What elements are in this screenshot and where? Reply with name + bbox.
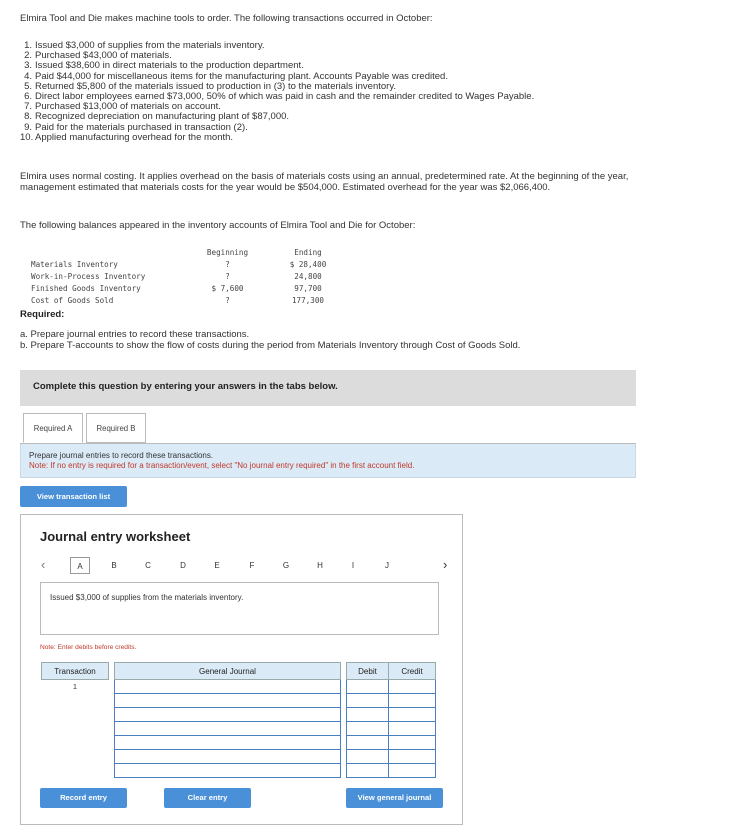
transaction-item: 9. Paid for the materials purchased in transaction (2).	[24, 121, 248, 133]
credit-column-header: Credit	[389, 663, 436, 680]
page-e[interactable]: E	[214, 561, 220, 570]
journal-entry-worksheet	[20, 514, 463, 825]
debit-input[interactable]	[347, 722, 389, 736]
debit-column-header: Debit	[347, 663, 389, 680]
credit-input[interactable]	[389, 764, 436, 778]
account-input[interactable]	[115, 680, 341, 694]
tab-required-b[interactable]: Required B	[86, 413, 146, 443]
page-d[interactable]: D	[180, 561, 186, 570]
table-row	[42, 736, 436, 750]
view-transaction-list-button[interactable]: View transaction list	[20, 486, 127, 507]
debits-note: Note: Enter debits before credits.	[40, 644, 137, 651]
debit-input[interactable]	[347, 750, 389, 764]
required-items	[20, 330, 520, 351]
page-j[interactable]: J	[385, 561, 389, 570]
page-a[interactable]: A	[70, 557, 90, 574]
chevron-right-icon[interactable]: ›	[443, 557, 448, 572]
page-c[interactable]: C	[145, 561, 151, 570]
account-input[interactable]	[115, 708, 341, 722]
transaction-item: 4. Paid $44,000 for miscellaneous items for the manufacturing plant. Accounts Payable was credited.	[24, 70, 448, 82]
journal-header-row	[42, 663, 436, 680]
table-row	[42, 764, 436, 778]
balances-table	[29, 246, 350, 308]
balances-intro: The following balances appeared in the inventory accounts of Elmira Tool and Die for October:	[20, 220, 416, 231]
transaction-item: 1. Issued $3,000 of supplies from the materials inventory.	[24, 40, 265, 51]
table-row	[42, 750, 436, 764]
record-entry-button[interactable]: Record entry	[40, 788, 127, 808]
entry-description: Issued $3,000 of supplies from the materials inventory.	[40, 582, 439, 635]
worksheet-pager	[41, 557, 451, 574]
table-row	[42, 680, 436, 694]
general-journal-column-header: General Journal	[115, 663, 341, 680]
page-f[interactable]: F	[249, 561, 255, 570]
instructions-note: Note: If no entry is required for a transaction/event, select "No journal entry required" in the first account field.	[29, 461, 415, 470]
account-input[interactable]	[115, 694, 341, 708]
page-i[interactable]: I	[351, 561, 355, 570]
account-input[interactable]	[115, 764, 341, 778]
tab-required-a[interactable]: Required A	[23, 413, 83, 443]
costing-paragraph: Elmira uses normal costing. It applies overhead on the basis of materials costs using an annual, predetermined rate. At the beginning of the year, management estimated that materials costs for the year would be $504,000. Estimated overhead for the year was $2,066,400.	[20, 171, 629, 193]
required-a-text: a. Prepare journal entries to record these transactions.	[20, 329, 250, 340]
credit-input[interactable]	[389, 680, 436, 694]
transaction-list	[20, 41, 534, 143]
chevron-left-icon[interactable]: ‹	[41, 557, 46, 572]
page-g[interactable]: G	[282, 561, 290, 570]
instructions-main: Prepare journal entries to record these transactions.	[29, 451, 214, 460]
clear-entry-button[interactable]: Clear entry	[164, 788, 251, 808]
instructions-panel	[20, 444, 636, 478]
transaction-column-header: Transaction	[42, 663, 109, 680]
balance-row: Materials Inventory ? $ 28,400	[31, 260, 327, 269]
view-general-journal-button[interactable]: View general journal	[346, 788, 443, 808]
worksheet-title: Journal entry worksheet	[40, 529, 191, 544]
account-input[interactable]	[115, 750, 341, 764]
debit-input[interactable]	[347, 680, 389, 694]
debit-input[interactable]	[347, 694, 389, 708]
transaction-item: 2. Purchased $43,000 of materials.	[24, 50, 172, 62]
transaction-item: 3. Issued $38,600 in direct materials to the production department.	[24, 60, 304, 72]
credit-input[interactable]	[389, 736, 436, 750]
account-input[interactable]	[115, 736, 341, 750]
transaction-item: 10. Applied manufacturing overhead for the month.	[20, 131, 234, 143]
balances-header-row	[31, 248, 348, 258]
transaction-number: 1	[72, 682, 78, 692]
account-input[interactable]	[115, 722, 341, 736]
balance-row: Finished Goods Inventory $ 7,600 97,700	[31, 284, 322, 293]
journal-table	[41, 662, 436, 778]
credit-input[interactable]	[389, 708, 436, 722]
transaction-item: 5. Returned $5,800 of the materials issued to production in (3) to the materials inventory.	[24, 80, 397, 92]
credit-input[interactable]	[389, 750, 436, 764]
complete-question-banner	[20, 370, 636, 406]
balance-row: Work-in-Process Inventory ? 24,800	[31, 272, 322, 281]
ending-header: Ending	[294, 248, 322, 257]
page-h[interactable]: H	[317, 561, 323, 570]
transaction-item: 7. Purchased $13,000 of materials on account.	[24, 101, 221, 113]
required-title: Required:	[20, 309, 65, 320]
banner-text: Complete this question by entering your answers in the tabs below.	[33, 381, 338, 392]
balance-row: Cost of Goods Sold ? 177,300	[31, 296, 324, 305]
transaction-item: 6. Direct labor employees earned $73,000, 50% of which was paid in cash and the remainder credited to Wages Payable.	[24, 91, 535, 103]
transaction-item: 8. Recognized depreciation on manufacturing plant of $87,000.	[24, 111, 290, 123]
credit-input[interactable]	[389, 722, 436, 736]
table-row	[42, 694, 436, 708]
debit-input[interactable]	[347, 736, 389, 750]
debit-input[interactable]	[347, 708, 389, 722]
problem-intro: Elmira Tool and Die makes machine tools to order. The following transactions occurred in October:	[20, 13, 433, 24]
table-row	[42, 708, 436, 722]
credit-input[interactable]	[389, 694, 436, 708]
beginning-header: Beginning	[206, 248, 249, 257]
table-row	[42, 722, 436, 736]
page-b[interactable]: B	[111, 561, 117, 570]
debit-input[interactable]	[347, 764, 389, 778]
required-b-text: b. Prepare T-accounts to show the flow of costs during the period from Materials Inventory through Cost of Goods Sold.	[20, 339, 521, 351]
